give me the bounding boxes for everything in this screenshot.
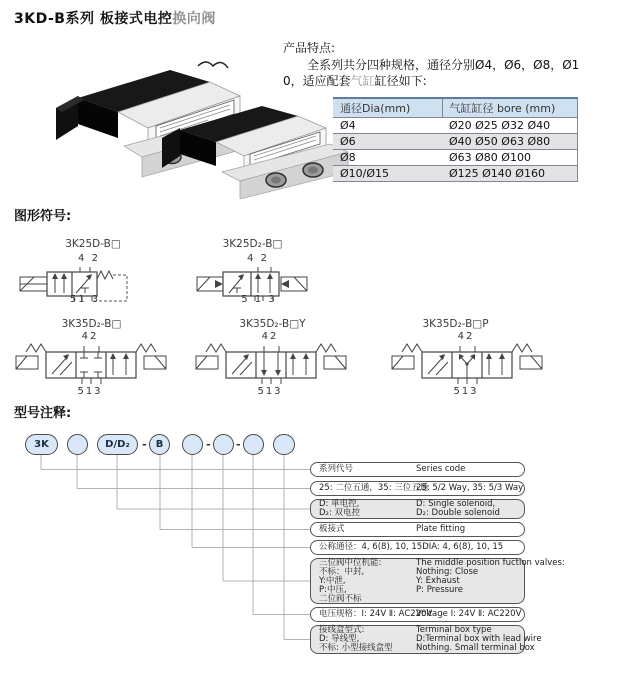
top-port-numbers: 42: [81, 331, 99, 342]
table-row: [333, 166, 578, 182]
wire-lines: [198, 62, 228, 68]
valve-symbol-3K35D2-BP: [388, 318, 553, 400]
model-node-blank: [213, 434, 234, 455]
legend-pill-1: [310, 462, 525, 477]
legend-text-en: P: Pressure: [416, 584, 463, 595]
model-node-dd: D/D₂: [97, 434, 138, 455]
valve-symbol-label: 3K35D₂-B□P: [422, 318, 489, 330]
table-header-cell: 气缸缸径 bore (mm): [442, 98, 578, 118]
page-title-suffix: 换向阀: [172, 11, 216, 27]
legend-text-en: Plate fitting: [416, 524, 466, 534]
bottom-port-numbers: 513: [257, 386, 283, 397]
valve-symbol-drawing: [12, 342, 177, 388]
legend-pill-line: [319, 483, 524, 493]
legend-text-en: Nothing: Close: [416, 566, 479, 577]
legend-text-cn: D: 导线型,: [319, 634, 360, 644]
dash-separator: -: [206, 438, 211, 451]
table-cell: Ø125 Ø140 Ø160: [442, 166, 578, 182]
page-title-main: 3KD-B系列 板接式电控: [14, 11, 173, 27]
legend-pill-line: [319, 525, 516, 534]
legend-pill-7: [310, 607, 525, 622]
model-node-3k: 3K: [25, 434, 58, 455]
legend-text-en: Voltage Ⅰ: 24V Ⅱ: AC220V: [416, 609, 522, 619]
page-title: [14, 8, 216, 28]
top-port-numbers: 4 2: [78, 253, 100, 264]
product-photo-valve-2: [158, 94, 353, 199]
model-node-b: B: [149, 434, 170, 455]
legend-text-cn: D: 单电控,: [319, 499, 360, 509]
legend-text-en: D₂: Double solenoid: [416, 508, 500, 518]
legend-text-cn: 不标: 小型接线盒型: [319, 643, 393, 653]
legend-pill-line: [319, 595, 516, 604]
valve-symbol-3K35D2-BY: [192, 318, 357, 400]
legend-text-cn: 二位阀不标: [319, 593, 362, 604]
legend-pill-6: [310, 557, 565, 604]
table-header-cell: 通径Dia(mm): [333, 98, 442, 118]
legend-pill-line: [319, 465, 516, 474]
table-row: [333, 118, 578, 134]
legend-pill-line: [319, 509, 516, 518]
dash-separator: -: [236, 438, 241, 451]
legend-pill-line: [319, 609, 522, 619]
features-line1: 全系列共分四种规格，通径分别Ø4，Ø6，Ø8，Ø1: [307, 58, 580, 72]
legend-text-cn: 接线盒型式:: [319, 625, 365, 635]
table-cell: Ø20 Ø25 Ø32 Ø40: [442, 118, 578, 134]
legend-pill-5: [310, 540, 525, 555]
table-cell: Ø6: [333, 134, 442, 150]
table-row: [333, 150, 578, 166]
model-node-blank: [67, 434, 88, 455]
legend-text-en: Terminal box type: [416, 625, 492, 635]
model-heading: 型号注释:: [14, 406, 72, 421]
legend-pill-4: [310, 522, 525, 537]
legend-pill-3: [310, 499, 525, 519]
legend-text-cn: 公称通径：4, 6(8), 10, 15: [319, 542, 423, 552]
bore-spec-table: [333, 97, 578, 182]
table-header-row: [333, 98, 578, 118]
legend-text-cn: P:中压,: [319, 584, 347, 595]
cylinder-link-text: 气缸: [350, 74, 375, 88]
legend-text-cn: 电压规格：Ⅰ: 24V Ⅱ: AC220V: [319, 609, 433, 619]
valve-symbol-label: 3K25D₂-B□: [222, 238, 283, 250]
product-features: [283, 40, 625, 89]
legend-text-en: DIA: 4, 6(8), 10, 15: [422, 542, 504, 552]
table-cell: Ø40 Ø50 Ø63 Ø80: [442, 134, 578, 150]
table-cell: Ø63 Ø80 Ø100: [442, 150, 578, 166]
table-cell: Ø10/Ø15: [333, 166, 442, 182]
bottom-port-numbers: 51 3: [69, 294, 101, 305]
legend-text-cn: 不标：中封,: [319, 566, 365, 577]
dash-separator: -: [142, 438, 147, 451]
table-cell: Ø4: [333, 118, 442, 134]
top-port-numbers: 4 2: [247, 253, 269, 264]
legend-text-en: Y: Exhaust: [416, 575, 460, 586]
valve-symbol-drawing: [388, 342, 553, 388]
features-line2: 0，适应配套气缸缸径如下:: [283, 74, 427, 88]
legend-text-cn: 三位阀中位机能:: [319, 557, 382, 568]
bottom-port-numbers: 5 1 3: [241, 294, 277, 305]
legend-text-cn: 板接式: [319, 524, 345, 534]
valve-symbol-3K25D2-B: [195, 238, 313, 310]
valve-symbol-label: 3K35D₂-B□: [61, 318, 122, 330]
legend-pill-line: [319, 643, 535, 653]
model-node-blank: [273, 434, 295, 455]
legend-text-en: Nothing. Small terminal box: [416, 643, 535, 653]
legend-pill-2: [310, 481, 525, 496]
valve-symbol-label: 3K35D₂-B□Y: [239, 318, 306, 330]
legend-text-en: D: Single solenoid,: [416, 499, 496, 509]
model-node-blank: [182, 434, 203, 455]
top-port-numbers: 42: [457, 331, 475, 342]
features-heading: 产品特点:: [283, 41, 336, 55]
top-port-numbers: 42: [261, 331, 279, 342]
legend-text-cn: 25: 二位五通，35: 三位五通: [319, 483, 429, 493]
symbols-heading: 图形符号:: [14, 209, 72, 224]
bottom-port-numbers: 513: [453, 386, 479, 397]
legend-text-en: 25: 5/2 Way, 35: 5/3 Way: [416, 483, 524, 493]
valve-symbol-3K35D2-B: [12, 318, 177, 400]
legend-text-cn: Y:中泄,: [319, 575, 346, 586]
bottom-port-numbers: 513: [77, 386, 103, 397]
legend-text-cn: 系列代号: [319, 464, 354, 474]
valve-symbol-drawing: [192, 342, 357, 388]
legend-text-cn: D₂: 双电控: [319, 508, 361, 518]
model-node-blank: [243, 434, 264, 455]
table-cell: Ø8: [333, 150, 442, 166]
legend-text-en: Series code: [416, 464, 466, 474]
legend-pill-8: [310, 625, 542, 654]
table-row: [333, 134, 578, 150]
valve-symbol-label: 3K25D-B□: [65, 238, 121, 250]
legend-text-en: The middle position fuction valves:: [416, 557, 565, 568]
valve-symbol-3K25D-B: [15, 238, 140, 310]
legend-text-en: D:Terminal box with lead wire: [416, 634, 542, 644]
legend-pill-line: [319, 543, 516, 552]
